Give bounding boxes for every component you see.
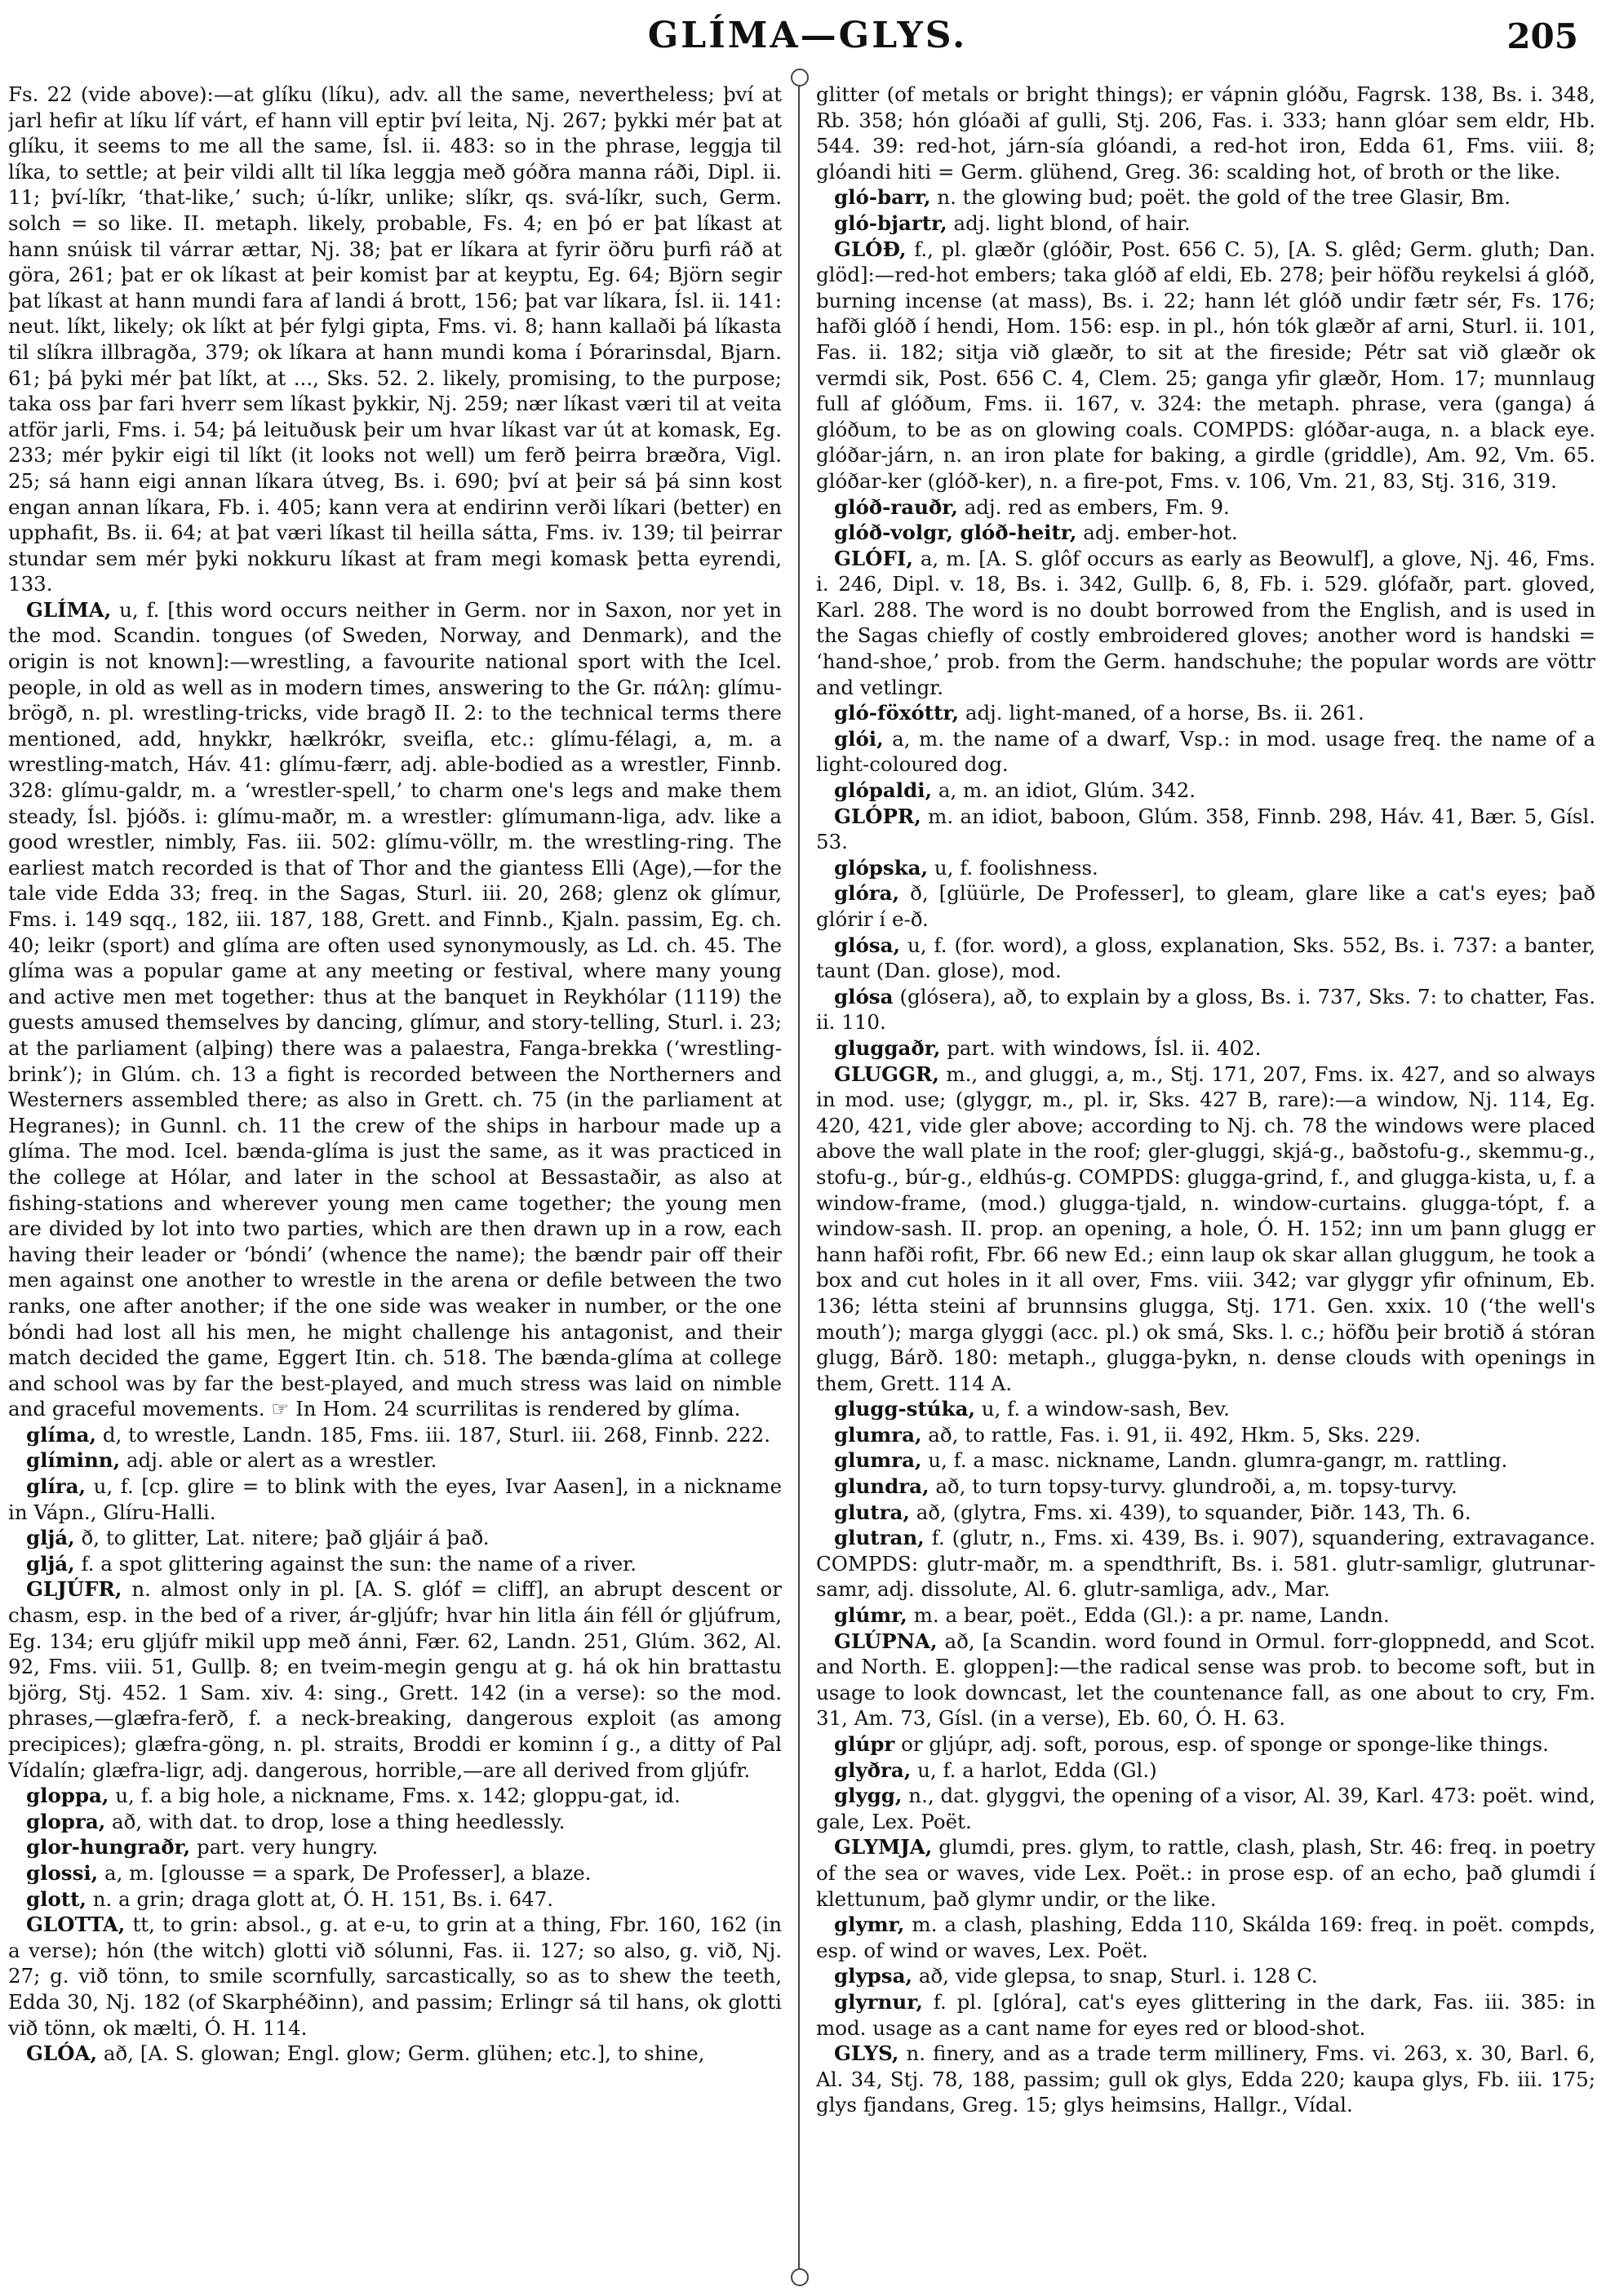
entry-definition: f. pl. [glóra], cat's eyes glittering in the dark, Fas. iii. 385: in mod. usage as a cant name for eyes red or blood-shot. [816,1989,1595,2040]
entry-definition: adj. light blond, of hair. [953,211,1191,235]
entry-definition: u, f. [cp. glire = to blink with the eyes, Ivar Aasen], in a nickname in Vápn., Glíru-Halli. [8,1474,782,1524]
entry-definition: d, to wrestle, Landn. 185, Fms. iii. 187, Sturl. iii. 268, Finnb. 222. [102,1422,771,1447]
divider-ornament-bottom [791,2268,809,2286]
entry-definition: að, to turn topsy-turvy. glundroði, a, m. topsy-turvy. [935,1474,1457,1499]
entry-headword: gló-föxóttr, [834,701,960,725]
entry-headword: gljá, [26,1551,75,1576]
dictionary-entry [816,1525,1595,1602]
entry-definition: adj. able or alert as a wrestler. [126,1448,437,1473]
entry-headword: glopra, [26,1809,106,1833]
entry-headword: glúmr, [834,1603,907,1628]
entry-headword: glói, [834,726,884,751]
entry-definition: u, f. (for. word), a gloss, explanation, Sks. 552, Bs. i. 737: a banter, taunt (Dan. glose), mod. [816,933,1595,983]
entry-headword: glygg, [834,1784,903,1808]
entry-headword: gljá, [26,1526,75,1550]
page-title: GLÍMA—GLYS. [647,15,968,56]
entry-definition: Fs. 22 (vide above):—at glíku (líku), adv. all the same, nevertheless; því at jarl hefir at líku líf várt, ef hann vill eptir því leita, Nj. 267; þykki mér þat at glíku, it seems to me all the same, Ísl. ii. 483: so in the phrase, leggja til líka, to settle; at þeir vildi allt til líka leggja með góðra manna ráði, Dipl. ii. 11; því-líkr, ‘that-like,’ such; ú-líkr, unlike; slíkr, qs. svá-líkr, such, Germ. solch = so like. II. metaph. likely, probable, Fs. 4; en þó er þat líkast at hann snúisk til várrar ættar, Nj. 38; þat er líkara at fyrir öðru þurfi ráð at göra, 261; þat er ok líkast at þeir komist þar at keyptu, Eg. 64; Björn segir þat líkast at hann mundi fara af landi á brott, 156; þat var líkara, Ísl. ii. 141: neut. líkt, likely; ok líkt at þér fylgi gipta, Fms. vi. 8; hann kallaði þá líkasta til slíkra illbragða, 379; ok líkara at hann mundi koma í Þórarinsdal, Bjarn. 61; þá þyki mér þat líkt, at ..., Sks. 52. 2. likely, promising, to the purpose; taka oss þar fari hverr sem líkast þykkir, Nj. 259; nær líkast væri til at veita atför jarli, Fms. i. 54; þá leituðusk þeir um hvar líkast var út at komask, Eg. 233; mér þykir eigi til líkt (it looks not well) um ferð þeirra bræðra, Vigl. 25; sá hann eigi annan líkara útveg, Bs. i. 690; því at þeir sá þá sinn kost engan annan líkara, Fb. i. 405; kann vera at endirinn verði líkari (better) en upphafit, Bs. ii. 64; at þat væri líkast til heilla sátta, Fms. iv. 139; til þeirrar stundar sem mér þyki nokkuru líkast at fram megi komask þetta eyrendi, 133. [8,82,782,596]
entry-definition: glitter (of metals or bright things); er vápnin glóðu, Fagrsk. 138, Bs. i. 348, Rb. 358; hón glóaði af gulli, Stj. 206, Fas. i. 333; hann glóar sem eldr, Hb. 544. 39: red-hot, járn-sía glóandi, a red-hot iron, Edda 61, Fms. viii. 8; glóandi hiti = Germ. glühend, Greg. 36: scalding hot, of broth or the like. [816,82,1595,184]
entry-definition: a, m. [A. S. glôf occurs as early as Beowulf], a glove, Nj. 46, Fms. i. 246, Dipl. v. 18, Bs. i. 342, Gullþ. 6, 8, Fb. i. 529. glófaðr, part. gloved, Karl. 288. The word is no doubt borrowed from the English, and is used in the Sagas chiefly of costly embroidered gloves; another word is handski = ‘hand-shoe,’ prob. from the Germ. handschuhe; the popular words are vöttr and vetlingr. [816,546,1595,699]
dictionary-entry [8,597,782,1422]
entry-headword: glugg-stúka, [834,1397,975,1421]
page-header [0,15,1615,64]
entry-definition: n., dat. glyggvi, the opening of a visor, Al. 39, Karl. 473: poët. wind, gale, Lex. Poët. [816,1784,1595,1833]
left-column [8,82,782,2285]
entry-headword: GLÓA, [26,2041,98,2066]
entry-headword: GLYS, [834,2041,899,2066]
dictionary-entry [816,1989,1595,2041]
dictionary-entry [816,1731,1595,1757]
entry-headword: glor-hungraðr, [26,1835,191,1859]
entry-definition: að, with dat. to drop, lose a thing heedlessly. [112,1809,566,1833]
dictionary-entry [816,1963,1595,1989]
entry-headword: glott, [26,1886,87,1911]
entry-headword: glíminn, [26,1448,121,1473]
entry-definition: a, m. the name of a dwarf, Vsp.: in mod. usage freq. the name of a light-coloured dog. [816,726,1595,777]
dictionary-entry [816,1062,1595,1397]
dictionary-entry [816,1396,1595,1422]
entry-definition: adj. light-maned, of a horse, Bs. ii. 261. [965,701,1364,725]
entry-definition: (glósera), að, to explain by a gloss, Bs. i. 737, Sks. 7: to chatter, Fas. ii. 110. [816,984,1595,1035]
entry-definition: part. with windows, Ísl. ii. 402. [947,1035,1262,1060]
dictionary-entry [816,1035,1595,1062]
entry-headword: GLÓÐ, [834,237,907,261]
entry-headword: glópaldi, [834,778,933,803]
entry-definition: m. an idiot, baboon, Glúm. 358, Finnb. 298, Háv. 41, Bær. 5, Gísl. 53. [816,804,1595,854]
entry-definition: að, [A. S. glowan; Engl. glow; Germ. glühen; etc.], to shine, [103,2041,705,2066]
entry-headword: gloppa, [26,1784,109,1808]
dictionary-entry [8,1551,782,1577]
dictionary-entry [816,494,1595,521]
entry-headword: glyðra, [834,1757,912,1782]
entry-headword: glutran, [834,1526,925,1550]
entry-headword: glóð-rauðr, [834,494,958,519]
dictionary-entry [8,1525,782,1551]
dictionary-entry [8,1447,782,1474]
page-number: 205 [1506,16,1578,56]
dictionary-entry [816,778,1595,804]
dictionary-entry [816,237,1595,494]
entry-headword: glossi, [26,1860,99,1885]
entry-definition: adj. ember-hot. [1083,521,1238,545]
entry-headword: GLUGGR, [834,1062,939,1086]
column-divider [798,75,800,2278]
dictionary-entry [816,520,1595,546]
entry-definition: n. almost only in pl. [A. S. glóf = cliff], an abrupt descent or chasm, esp. in the bed of a river, ár-gljúfr; hvar hin litla áin féll ór gljúfrum, Eg. 134; eru gljúfr mikil upp með ánni, Fær. 62, Landn. 251, Glúm. 362, Al. 92, Fms. viii. 51, Gullþ. 8; en tveim-megin gengu at g. há ok hin brattastu björg, Stj. 452. 1 Sam. xiv. 4: sing., Grett. 142 (in a verse): so the mod. phrases,—glæfra-ferð, f. a neck-breaking, dangerous exploit (as among precipices); glæfra-göng, n. pl. straits, Broddi er kominn í g., a ditty of Pal Vídalín; glæfra-ligr, adj. dangerous, horrible,—are all derived from gljúfr. [8,1577,782,1782]
dictionary-entry [816,1834,1595,1912]
entry-headword: gló-bjartr, [834,211,947,235]
entry-headword: glóð-volgr, glóð-heitr, [834,521,1077,545]
entry-definition: m. a clash, plashing, Edda 110, Skálda 169: freq. in poët. compds, esp. of wind or waves, Lex. Poët. [816,1913,1595,1962]
dictionary-entry [816,1447,1595,1474]
entry-definition: m., and gluggi, a, m., Stj. 171, 207, Fms. ix. 427, and so always in mod. use; (glyggr, m., pl. ir, Sks. 427 B, rare):—a window, Nj. 114, Eg. 420, 421, vide gler above; according to Nj. ch. 78 the windows were placed above the wall plate in the roof; gler-gluggi, skjá-g., baðstofu-g., skemmu-g., stofu-g., búr-g., eldhús-g. COMPDS: glugga-grind, f., and glugga-kista, u, f. a window-frame, (mod.) glugga-tjald, n. window-curtains. glugga-tópt, f. a window-sash. II. prop. an opening, a hole, Ó. H. 152; inn um þann glugg er hann hafði rofit, Fbr. 66 new Ed.; einn laup ok skar allan gluggum, he took a box and cut holes in it all over, Fms. viii. 342; var glyggr yfir ofninum, Eb. 136; létta steini af brunnsins glugga, Stj. 171. Gen. xxix. 10 (‘the well's mouth’); marga glyggi (acc. pl.) ok smá, Sks. l. c.; höfðu þeir brotið á stóran glugg, Bárð. 180: metaph., glugga-þykn, n. dense clouds with openings in them, Grett. 114 A. [816,1062,1595,1395]
entry-definition: f., pl. glæðr (glóðir, Post. 656 C. 5), [A. S. glêd; Germ. gluth; Dan. glöd]:—red-hot embers; taka glóð af eldi, Eb. 278; þeir höfðu reykelsi á glóð, burning incense (at mass), Bs. i. 22; hann lét glóð undir fætr sér, Fs. 176; hafði glóð í hendi, Hom. 156: esp. in pl., hón tók glæðr af arni, Sturl. ii. 101, Fas. ii. 182; sitja við glæðr, to sit at the fireside; Pétr sat við glæðr ok vermdi sik, Post. 656 C. 4, Clem. 25; ganga yfir glæðr, Hom. 17; munnlaug full af glóðum, Fms. ii. 167, v. 324: the metaph. phrase, vera (ganga) á glóðum, to be as on glowing coals. COMPDS: glóðar-auga, n. a black eye. glóðar-járn, n. an iron plate for baking, a girdle (griddle), Am. 92, Vm. 65. glóðar-ker (glóð-ker), n. a fire-pot, Fms. v. 106, Vm. 21, 83, Stj. 316, 319. [816,237,1595,493]
dictionary-entry [816,2041,1595,2118]
entry-definition: að, to rattle, Fas. i. 91, ii. 492, Hkm. 5, Sks. 229. [928,1422,1421,1447]
entry-definition: or gljúpr, adj. soft, porous, esp. of sponge or sponge-like things. [901,1732,1549,1756]
dictionary-entry [8,1912,782,2041]
dictionary-entry [8,1809,782,1835]
dictionary-entry [8,2041,782,2067]
entry-definition: u, f. foolishness. [934,855,1098,880]
entry-headword: glumra, [834,1422,922,1447]
entry-definition: a, m. an idiot, Glúm. 342. [938,778,1196,803]
entry-headword: glyrnur, [834,1989,923,2014]
dictionary-entry [816,1757,1595,1784]
entry-headword: glíma, [26,1422,97,1447]
entry-definition: adj. red as embers, Fm. 9. [964,494,1230,519]
entry-headword: GLÚPNA, [834,1629,938,1653]
dictionary-entry [8,1783,782,1809]
entry-headword: glutra, [834,1500,910,1524]
entry-definition: u, f. a harlot, Edda (Gl.) [917,1757,1157,1782]
dictionary-entry [816,184,1595,211]
dictionary-entry [816,855,1595,881]
entry-definition: tt, to grin: absol., g. at e-u, to grin at a thing, Fbr. 160, 162 (in a verse); hón (the witch) glotti við sólunni, Fas. ii. 127; so also, g. við, Nj. 27; g. við tönn, to smile scornfully, sarcastically, so as to shew the teeth, Edda 30, Nj. 182 (of Skarphéðinn), and passim; Erlingr sá til hans, ok glotti við tönn, ok mælti, Ó. H. 114. [8,1913,782,2040]
dictionary-entry [8,1886,782,1913]
dictionary-entry [816,933,1595,984]
entry-definition: u, f. a big hole, a nickname, Fms. x. 142; gloppu-gat, id. [115,1784,681,1808]
dictionary-entry [816,1912,1595,1963]
dictionary-entry [8,1860,782,1886]
entry-headword: gluggaðr, [834,1035,941,1060]
entry-definition: að, [a Scandin. word found in Ormul. forr-gloppnedd, and Scot. and North. E. gloppen]:—the radical sense was prob. to become soft, but in usage to look downcast, let the countenance fall, as one about to cry, Fm. 31, Am. 73, Gísl. (in a verse), Eb. 60, Ó. H. 63. [816,1629,1595,1731]
dictionary-entry [816,1602,1595,1629]
dictionary-entry [816,700,1595,726]
entry-headword: gló-barr, [834,185,931,210]
entry-headword: glósa, [834,933,900,957]
dictionary-entry [8,1834,782,1860]
entry-definition: ð, to glitter, Lat. nitere; það gljáir á það. [81,1526,490,1550]
dictionary-entry [8,1474,782,1525]
entry-headword: GLÍMA, [26,597,112,622]
entry-definition: n. a grin; draga glott at, Ó. H. 151, Bs. i. 647. [92,1886,554,1911]
entry-definition: n. finery, and as a trade term millinery, Fms. vi. 263, x. 30, Barl. 6, Al. 34, Stj. 78, 188, passim; gull ok glys, Edda 220; kaupa glys, Fb. iii. 175; glys fjandans, Greg. 15; glys heimsins, Hallgr., Vídal. [816,2041,1595,2117]
dictionary-entry [816,1629,1595,1731]
entry-definition: a, m. [glousse = a spark, De Professer], a blaze. [104,1860,592,1885]
entry-headword: GLÓFI, [834,546,913,570]
dictionary-entry [8,1576,782,1783]
entry-headword: glymr, [834,1913,905,1937]
entry-definition: m. a bear, poët., Edda (Gl.): a pr. name, Landn. [913,1603,1390,1628]
dictionary-entry [816,1783,1595,1834]
entry-headword: glúpr [834,1732,895,1756]
dictionary-entry [816,211,1595,237]
divider-ornament-top [791,69,809,86]
entry-headword: glíra, [26,1474,87,1499]
entry-headword: glóra, [834,881,900,906]
entry-headword: glundra, [834,1474,930,1499]
entry-headword: GLYMJA, [834,1835,933,1859]
entry-headword: GLJÚFR, [26,1577,122,1602]
entry-definition: u, f. [this word occurs neither in Germ. nor in Saxon, nor yet in the mod. Scandin. tongues (of Sweden, Norway, and Denmark), and the origin is not known]:—wrestling, a favourite national sport with the Icel. people, in old as well as in modern times, answering to the Gr. πάλη: glímu-brögð, n. pl. wrestling-tricks, vide bragð II. 2: to the technical terms there mentioned, add, hnykkr, hælkrókr, sveifla, etc.: glímu-félagi, a, m. a wrestling-match, Háv. 41: glímu-færr, adj. able-bodied as a wrestler, Finnb. 328: glímu-galdr, m. a ‘wrestler-spell,’ to charm one's legs and make them steady, Ísl. þjóðs. i: glímu-maðr, m. a wrestler: glímumann-liga, adv. like a good wrestler, nimbly, Fas. iii. 502: glímu-völlr, m. the wrestling-ring. The earliest match recorded is that of Thor and the giantess Elli (Age),—for the tale vide Edda 33; freq. in the Sagas, Sturl. iii. 20, 268; glenz ok glímur, Fms. i. 149 sqq., 182, iii. 187, 188, Grett. and Finnb., Kjaln. passim, Eg. ch. 40; leikr (sport) and glíma are often used synonymously, as Ld. ch. 45. The glíma was a popular game at any meeting or festival, where many young and active men met together: thus at the banquet in Reykhólar (1119) the guests amused themselves by dancing, glímur, and story-telling, Sturl. i. 23; at the parliament (alþing) there was a palaestra, Fanga-brekka (‘wrestling-brink’); in Glúm. ch. 13 a fight is recorded between the Northerners and Westerners assembled there; as also in Grett. ch. 75 (in the parliament at Hegranes); in Gunnl. ch. 11 the crew of the ships in harbour made up a glíma. The mod. Icel. bænda-glíma is just the same, as it was practiced in the college at Hólar, and later in the school at Bessastaðir, as also at fishing-stations and wherever young men came together; the young men are divided by lot into two parties, which are then drawn up in a row, each having their leader or ‘bóndi’ (whence the name); the bændr pair off their men against one another to wrestle in the arena or defile between the two ranks, one after another; if the one side was weaker in number, or the one bóndi had lost all his men, he might challenge his antagonist, and their match decided the game, Eggert Itin. ch. 518. The bænda-glíma at college and school was by far the best-played, and much stress was laid on nimble and graceful movements. ☞ In Hom. 24 scurrilitas is rendered by glíma. [8,597,782,1421]
dictionary-entry [8,1422,782,1448]
right-column [816,82,1595,2285]
entry-headword: GLOTTA, [26,1913,126,1937]
entry-definition: að, vide glepsa, to snap, Sturl. i. 128 C. [918,1964,1318,1988]
entry-definition: f. a spot glittering against the sun: the name of a river. [81,1551,637,1576]
entry-definition: ð, [glüürle, De Professer], to gleam, glare like a cat's eyes; það glórir í e-ð. [816,881,1595,931]
dictionary-entry [816,804,1595,855]
entry-definition: n. the glowing bud; poët. the gold of the tree Glasir, Bm. [937,185,1511,210]
entry-definition: f. (glutr, n., Fms. xi. 439, Bs. i. 907), squandering, extravagance. COMPDS: glutr-maðr, m. a spendthrift, Bs. i. 581. glutr-samligr, glutrunar-samr, adj. dissolute, Al. 6. glutr-samliga, adv., Mar. [816,1526,1595,1602]
entry-headword: glumra, [834,1448,922,1473]
entry-definition: glumdi, pres. glym, to rattle, clash, plash, Str. 46: freq. in poetry of the sea or waves, vide Lex. Poët.: in prose esp. of an echo, það glumdi í klettunum, það glymr undir, or the like. [816,1835,1595,1911]
dictionary-entry [8,82,782,597]
dictionary-entry [816,1422,1595,1448]
dictionary-entry [816,880,1595,932]
dictionary-entry [816,82,1595,184]
entry-headword: glósa [834,984,894,1008]
entry-definition: u, f. a masc. nickname, Landn. glumra-gangr, m. rattling. [928,1448,1508,1473]
entry-headword: glópska, [834,855,929,880]
entry-definition: að, (glytra, Fms. xi. 439), to squander, Þiðr. 143, Th. 6. [916,1500,1471,1524]
entry-headword: glypsa, [834,1964,913,1988]
entry-definition: part. very hungry. [197,1835,379,1859]
dictionary-entry [816,546,1595,701]
entry-headword: GLÓPR, [834,804,921,828]
dictionary-entry [816,726,1595,778]
dictionary-entry [816,984,1595,1035]
dictionary-entry [816,1500,1595,1526]
dictionary-entry [816,1474,1595,1500]
entry-definition: u, f. a window-sash, Bev. [981,1397,1230,1421]
